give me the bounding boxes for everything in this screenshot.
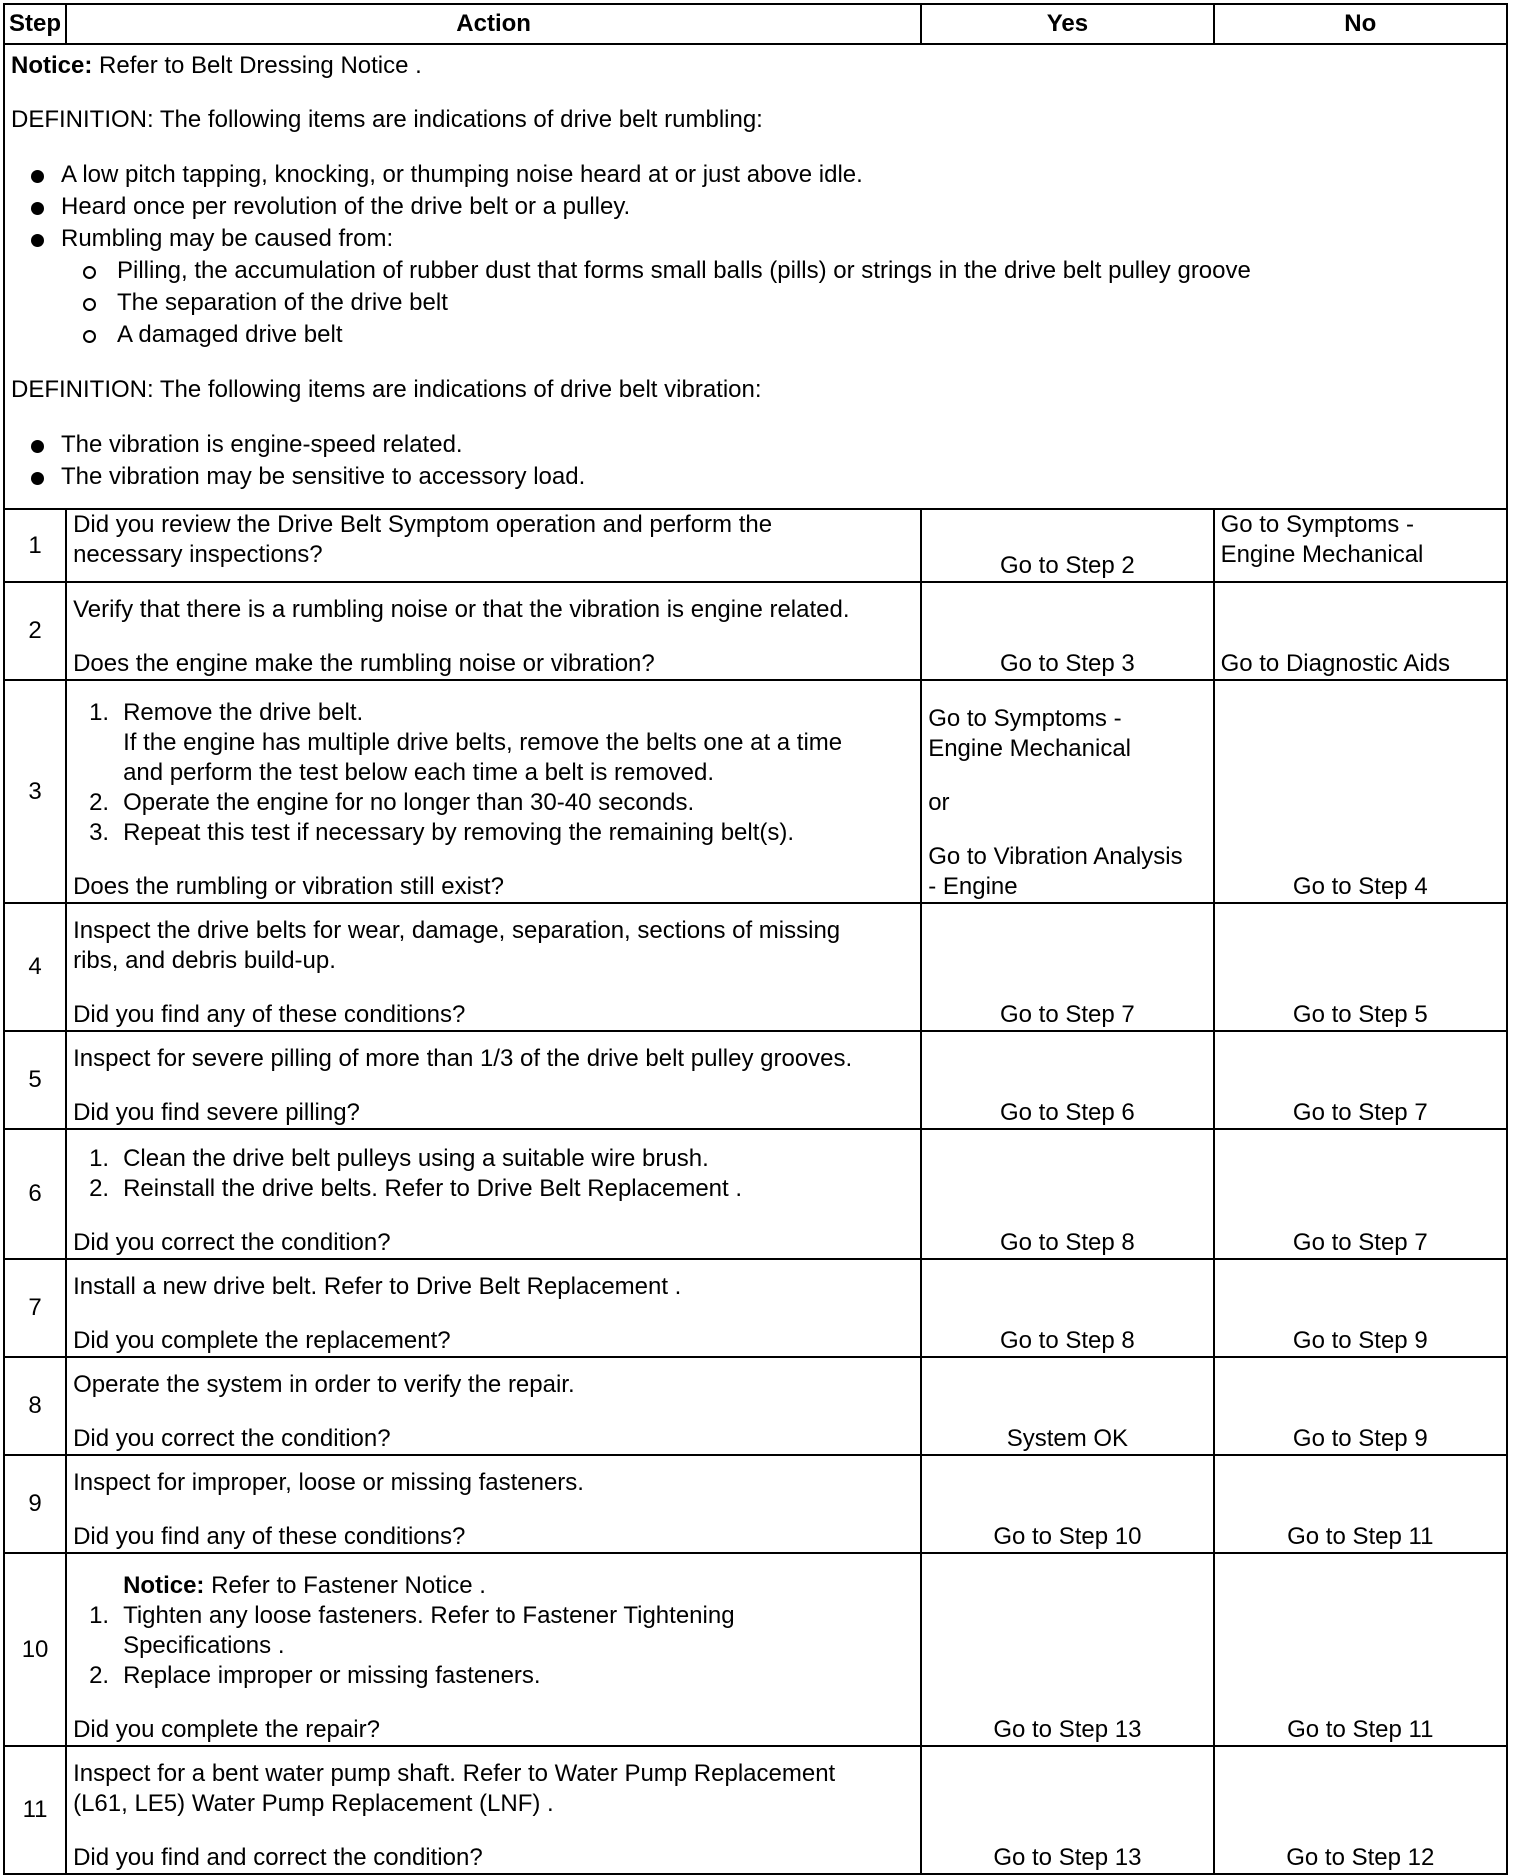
action-cell: 1. Clean the drive belt pulleys using a suitable wire brush. 2. Reinstall the drive belts. Refer to Drive Belt Replacement . Did you correct the condition? [66,1129,921,1259]
table-row [4,1455,1507,1553]
no-cell: Go to Step 7 [1214,1129,1507,1259]
yes-cell: Go to Step 6 [921,1031,1213,1129]
diagnostic-table [3,3,1508,1875]
action-cell: Inspect for a bent water pump shaft. Refer to Water Pump Replacement (L61, LE5) Water Pump Replacement (LNF) . Did you find and correct the condition? [66,1746,921,1874]
yes-cell: Go to Symptoms - Engine Mechanical or Go to Vibration Analysis - Engine [921,680,1213,903]
table-row [4,509,1507,582]
no-cell: Go to Step 7 [1214,1031,1507,1129]
definition-vibration: DEFINITION: The following items are indications of drive belt vibration: [11,376,762,403]
table-row [4,1357,1507,1455]
list-item: A damaged drive belt [11,319,1500,351]
action-cell: Verify that there is a rumbling noise or that the vibration is engine related. Does the engine make the rumbling noise or vibration? [66,582,921,680]
table-row [4,1746,1507,1874]
step-number: 4 [4,903,66,1031]
action-cell: Notice: Refer to Fastener Notice . 1. Tighten any loose fasteners. Refer to Fastener Tightening Specifications . 2. Replace improper or missing fasteners. Did you complete the repair? [66,1553,921,1746]
header-row [4,4,1507,44]
list-item: The vibration may be sensitive to accessory load. [11,461,1500,493]
no-cell: Go to Diagnostic Aids [1214,582,1507,680]
no-cell: Go to Step 4 [1214,680,1507,903]
step-number: 5 [4,1031,66,1129]
action-cell: Install a new drive belt. Refer to Drive Belt Replacement . Did you complete the replacement? [66,1259,921,1357]
circle-bullet-icon [83,298,96,311]
table-row [4,903,1507,1031]
vibration-list [11,429,1500,493]
list-item: 1. Remove the drive belt. If the engine has multiple drive belts, remove the belts one at a time and perform the test below each time a belt is removed. [89,699,843,786]
step-number: 1 [4,509,66,582]
table-row [4,680,1507,903]
list-item: 2. Replace improper or missing fasteners. [89,1662,541,1689]
list-item: Heard once per revolution of the drive belt or a pulley. [11,191,1500,223]
action-cell: Did you review the Drive Belt Symptom operation and perform the necessary inspections? [66,509,921,582]
causes-list [11,255,1500,351]
list-item: 3. Repeat this test if necessary by removing the remaining belt(s). [89,819,795,846]
bullet-icon [31,472,44,485]
no-cell: Go to Step 12 [1214,1746,1507,1874]
yes-cell: Go to Step 3 [921,582,1213,680]
table-row [4,1259,1507,1357]
list-item: 1. Tighten any loose fasteners. Refer to Fastener Tightening Specifications . [89,1602,735,1659]
list-item: 2. Reinstall the drive belts. Refer to Drive Belt Replacement . [89,1175,743,1202]
bullet-icon [31,170,44,183]
fastener-notice-label: Notice: [123,1572,205,1599]
yes-cell: Go to Step 13 [921,1553,1213,1746]
step-number: 9 [4,1455,66,1553]
list-item: Rumbling may be caused from: [11,223,1500,255]
no-cell: Go to Step 9 [1214,1259,1507,1357]
notice-cell [4,44,1507,509]
action-cell: Inspect for severe pilling of more than 1/3 of the drive belt pulley grooves. Did you find severe pilling? [66,1031,921,1129]
list-item: The vibration is engine-speed related. [11,429,1500,461]
header-step: Step [4,4,66,44]
step-number: 2 [4,582,66,680]
table-row [4,582,1507,680]
step-number: 10 [4,1553,66,1746]
action-cell: Inspect for improper, loose or missing fasteners. Did you find any of these conditions? [66,1455,921,1553]
list-item: The separation of the drive belt [11,287,1500,319]
no-cell: Go to Step 11 [1214,1553,1507,1746]
yes-cell: Go to Step 13 [921,1746,1213,1874]
list-item: 1. Clean the drive belt pulleys using a suitable wire brush. [89,1145,709,1172]
step-number: 6 [4,1129,66,1259]
yes-cell: System OK [921,1357,1213,1455]
yes-cell: Go to Step 8 [921,1259,1213,1357]
yes-cell: Go to Step 10 [921,1455,1213,1553]
circle-bullet-icon [83,330,96,343]
no-cell: Go to Step 11 [1214,1455,1507,1553]
circle-bullet-icon [83,266,96,279]
table-row [4,1129,1507,1259]
bullet-icon [31,202,44,215]
bullet-icon [31,234,44,247]
list-item: A low pitch tapping, knocking, or thumping noise heard at or just above idle. [11,159,1500,191]
no-cell: Go to Step 9 [1214,1357,1507,1455]
yes-cell: Go to Step 8 [921,1129,1213,1259]
yes-cell: Go to Step 7 [921,903,1213,1031]
table-row [4,1553,1507,1746]
action-cell: 1. Remove the drive belt. If the engine has multiple drive belts, remove the belts one at a time and perform the test below each time a belt is removed. 2. Operate the engine for no longer than 30-40 seconds. 3. Repeat this test if necessary by removing the remaining belt(s). Does the rumbling or vibration still exist? [66,680,921,903]
no-cell: Go to Step 5 [1214,903,1507,1031]
yes-cell: Go to Step 2 [921,509,1213,582]
header-no: No [1214,4,1507,44]
rumbling-list [11,159,1500,255]
list-item: 2. Operate the engine for no longer than 30-40 seconds. [89,789,695,816]
action-cell: Operate the system in order to verify the repair. Did you correct the condition? [66,1357,921,1455]
definition-rumbling: DEFINITION: The following items are indications of drive belt rumbling: [11,106,763,133]
notice-row [4,44,1507,509]
step-number: 11 [4,1746,66,1874]
table-row [4,1031,1507,1129]
no-cell: Go to Symptoms - Engine Mechanical [1214,509,1507,582]
step-number: 7 [4,1259,66,1357]
header-action: Action [66,4,921,44]
step-number: 3 [4,680,66,903]
bullet-icon [31,440,44,453]
list-item: Pilling, the accumulation of rubber dust that forms small balls (pills) or strings in the drive belt pulley groove [11,255,1500,287]
action-cell: Inspect the drive belts for wear, damage, separation, sections of missing ribs, and debris build-up. Did you find any of these conditions? [66,903,921,1031]
header-yes: Yes [921,4,1213,44]
notice-text: Refer to Belt Dressing Notice . [92,52,422,79]
notice-label: Notice: [11,52,93,79]
step-number: 8 [4,1357,66,1455]
